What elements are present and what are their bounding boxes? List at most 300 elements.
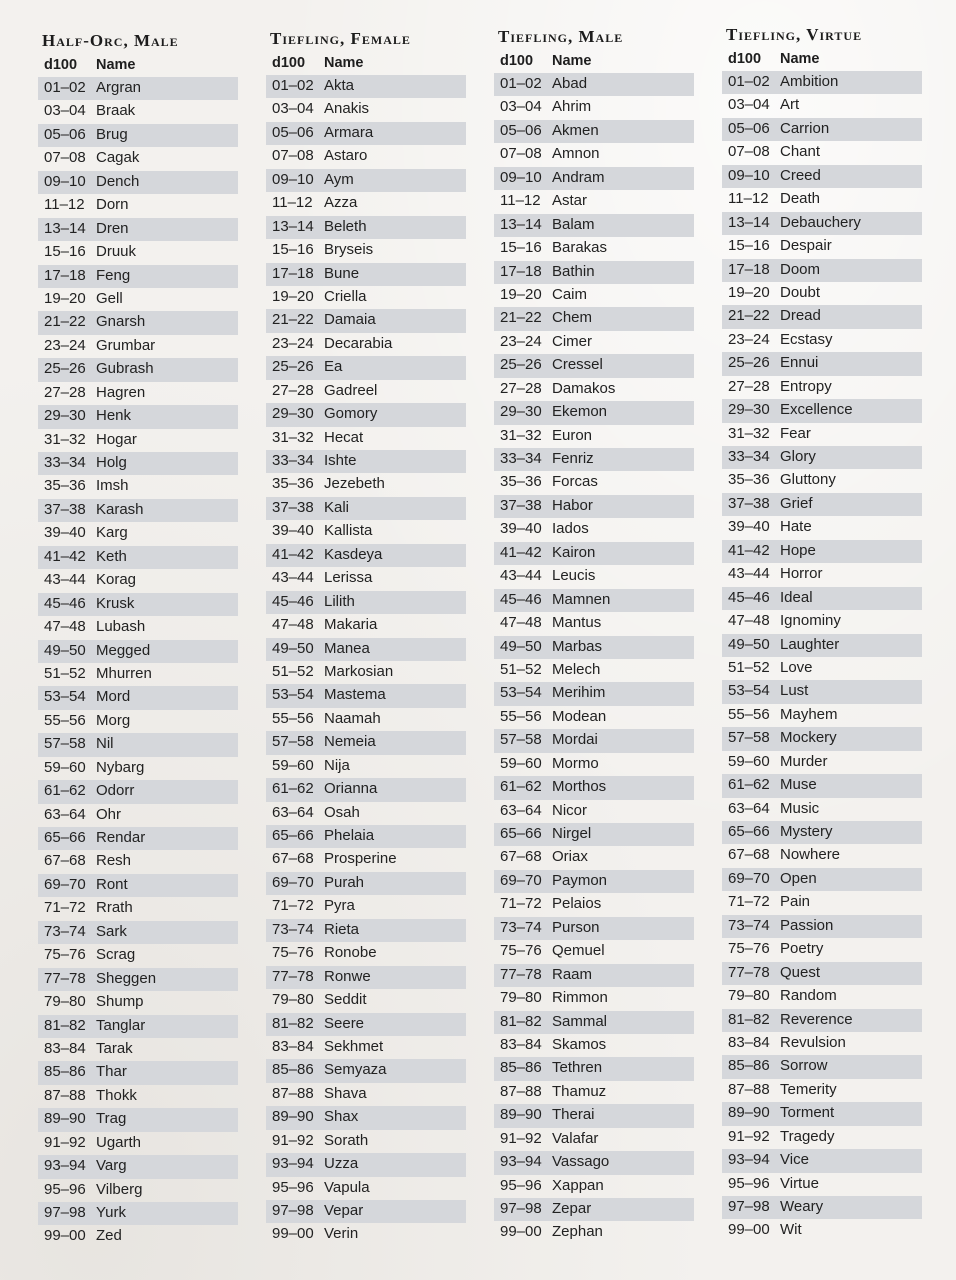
table-title: Tiefling, Male [498, 27, 624, 46]
roll-range: 39–40 [500, 520, 542, 538]
roll-range: 17–18 [728, 260, 770, 278]
name-cell: Shax [324, 1108, 359, 1126]
name-cell: Kairon [552, 543, 596, 561]
roll-range: 77–78 [500, 965, 542, 983]
roll-range: 37–38 [500, 496, 542, 514]
roll-range: 33–34 [44, 454, 86, 471]
table-row [722, 540, 922, 563]
table-row [494, 1057, 694, 1080]
name-cell: Raam [552, 965, 593, 983]
table-row [266, 333, 466, 356]
name-cell: Varg [96, 1157, 127, 1175]
roll-range: 03–04 [728, 96, 770, 114]
table-row [266, 450, 466, 473]
roll-range: 13–14 [500, 215, 542, 233]
table-header [494, 50, 694, 73]
table-row [722, 680, 922, 703]
roll-range: 33–34 [728, 448, 770, 465]
name-cell: Lubash [96, 618, 146, 636]
table-row [266, 263, 466, 286]
table-row [494, 237, 694, 260]
name-cell: Dread [780, 307, 821, 325]
name-cell: Tarak [96, 1039, 133, 1057]
table-row [266, 802, 466, 825]
roll-range: 77–78 [728, 963, 770, 981]
roll-range: 13–14 [44, 219, 86, 237]
table-row [38, 897, 238, 920]
table-row [266, 661, 466, 684]
roll-range: 47–48 [728, 612, 770, 630]
name-cell: Nemeia [324, 733, 376, 751]
roll-range: 55–56 [500, 707, 542, 725]
header-name: Name [780, 51, 820, 67]
name-cell: Imsh [96, 477, 129, 495]
roll-range: 95–96 [500, 1176, 542, 1194]
table-row [38, 1015, 238, 1038]
table-row [494, 846, 694, 869]
name-cell: Creed [780, 166, 821, 184]
table-row [722, 1149, 922, 1172]
table-row [38, 1061, 238, 1084]
roll-range: 63–64 [44, 805, 86, 823]
table-row [494, 542, 694, 565]
name-cell: Akta [324, 77, 355, 94]
table-row [494, 870, 694, 893]
roll-range: 11–12 [728, 190, 769, 208]
roll-range: 07–08 [44, 149, 86, 167]
name-cell: Caim [552, 285, 588, 303]
table-row [494, 800, 694, 823]
name-cell: Ohr [96, 805, 122, 823]
name-cell: Zepar [552, 1200, 592, 1217]
roll-range: 91–92 [272, 1131, 314, 1149]
name-cell: Mormo [552, 754, 599, 772]
roll-range: 97–98 [728, 1198, 770, 1215]
roll-range: 55–56 [44, 711, 86, 729]
roll-range: 99–00 [728, 1221, 770, 1239]
name-cell: Dench [96, 172, 140, 190]
header-d100: d100 [44, 57, 78, 73]
roll-range: 35–36 [44, 477, 86, 495]
name-cell: Purah [324, 873, 365, 891]
table-row [266, 286, 466, 309]
name-cell: Sekhmet [324, 1037, 384, 1055]
roll-range: 85–86 [272, 1061, 314, 1079]
name-cell: Purson [552, 918, 600, 936]
name-cell: Manea [324, 639, 370, 657]
roll-range: 31–32 [44, 430, 86, 448]
roll-range: 85–86 [500, 1059, 542, 1077]
name-cell: Gluttony [780, 471, 836, 489]
table-row [722, 798, 922, 821]
name-cell: Marbas [552, 637, 603, 655]
roll-range: 15–16 [44, 243, 86, 261]
table-tiefling-male [494, 24, 694, 1245]
table-row [494, 1034, 694, 1057]
table-row [266, 708, 466, 731]
table-row [266, 309, 466, 332]
name-cell: Chem [552, 309, 593, 327]
roll-range: 49–50 [500, 637, 542, 655]
name-cell: Barakas [552, 239, 608, 257]
table-row [38, 710, 238, 733]
name-cell: Sorath [324, 1131, 369, 1149]
header-name: Name [96, 57, 136, 73]
table-row [494, 96, 694, 119]
table-rows [494, 73, 694, 1245]
table-row [494, 706, 694, 729]
table-row [266, 1106, 466, 1129]
header-name: Name [324, 55, 364, 71]
table-row [494, 636, 694, 659]
table-row [266, 1083, 466, 1106]
table-row [722, 212, 922, 235]
table-row [494, 284, 694, 307]
table-row [494, 1221, 694, 1244]
roll-range: 53–54 [728, 682, 770, 700]
roll-range: 21–22 [500, 309, 542, 327]
roll-range: 77–78 [44, 969, 86, 987]
table-rows [38, 77, 238, 1249]
table-row [38, 100, 238, 123]
roll-range: 63–64 [500, 801, 542, 819]
roll-range: 83–84 [44, 1039, 86, 1057]
roll-range: 63–64 [272, 803, 314, 821]
roll-range: 09–10 [500, 168, 542, 186]
table-row [38, 663, 238, 686]
table-row [266, 544, 466, 567]
name-cell: Despair [780, 237, 832, 255]
name-cell: Gell [96, 289, 123, 307]
roll-range: 47–48 [44, 618, 86, 636]
name-cell: Seere [324, 1014, 365, 1032]
table-row [266, 239, 466, 262]
roll-range: 27–28 [728, 377, 770, 395]
roll-range: 31–32 [728, 424, 770, 442]
table-row [722, 71, 922, 94]
name-cell: Gubrash [96, 360, 154, 378]
name-cell: Forcas [552, 473, 598, 491]
roll-range: 85–86 [728, 1057, 770, 1075]
name-cell: Bryseis [324, 241, 374, 259]
name-cell: Sark [96, 922, 127, 940]
table-row [266, 520, 466, 543]
roll-range: 29–30 [728, 401, 770, 419]
roll-range: 33–34 [500, 450, 542, 467]
name-cell: Pelaios [552, 895, 602, 913]
table-row [266, 778, 466, 801]
name-cell: Vice [780, 1151, 809, 1169]
roll-range: 61–62 [728, 776, 770, 794]
table-row [494, 1128, 694, 1151]
roll-range: 51–52 [44, 664, 86, 682]
table-row [266, 1130, 466, 1153]
table-header [38, 54, 238, 77]
table-row [38, 194, 238, 217]
roll-range: 39–40 [44, 524, 86, 542]
roll-range: 15–16 [272, 241, 314, 259]
name-cell: Reverence [780, 1010, 853, 1028]
roll-range: 55–56 [728, 705, 770, 723]
name-cell: Cagak [96, 149, 140, 167]
name-cell: Ishte [324, 452, 357, 469]
table-row [38, 335, 238, 358]
table-row [494, 1175, 694, 1198]
name-cell: Orianna [324, 780, 378, 798]
roll-range: 91–92 [44, 1133, 86, 1151]
name-cell: Art [780, 96, 800, 114]
roll-range: 95–96 [44, 1180, 86, 1198]
table-row [38, 171, 238, 194]
name-cell: Revulsion [780, 1033, 846, 1051]
name-cell: Love [780, 658, 813, 676]
table-row [38, 569, 238, 592]
name-cell: Ambition [780, 73, 839, 90]
table-row [266, 1059, 466, 1082]
roll-range: 59–60 [272, 756, 314, 774]
roll-range: 93–94 [500, 1153, 542, 1171]
table-row [494, 518, 694, 541]
table-row [266, 848, 466, 871]
roll-range: 43–44 [44, 571, 86, 589]
table-row [722, 141, 922, 164]
table-half-orc-male [38, 28, 238, 1249]
roll-range: 63–64 [728, 799, 770, 817]
roll-range: 81–82 [728, 1010, 770, 1028]
name-cell: Nija [324, 756, 350, 774]
roll-range: 11–12 [500, 192, 541, 210]
table-row [722, 657, 922, 680]
table-row [266, 567, 466, 590]
name-cell: Paymon [552, 871, 608, 889]
roll-range: 59–60 [728, 752, 770, 770]
table-row [266, 356, 466, 379]
name-cell: Entropy [780, 377, 832, 395]
table-row [494, 448, 694, 471]
name-cell: Lust [780, 682, 809, 700]
roll-range: 35–36 [272, 475, 314, 493]
name-cell: Braak [96, 102, 136, 120]
name-cell: Lilith [324, 592, 355, 610]
table-row [266, 403, 466, 426]
roll-range: 81–82 [272, 1014, 314, 1032]
roll-range: 27–28 [272, 381, 314, 399]
table-row [722, 352, 922, 375]
table-row [722, 774, 922, 797]
roll-range: 25–26 [728, 354, 770, 372]
roll-range: 67–68 [728, 846, 770, 864]
roll-range: 01–02 [728, 73, 770, 90]
table-row [722, 1219, 922, 1242]
name-cell: Damakos [552, 379, 616, 397]
roll-range: 61–62 [500, 778, 542, 796]
name-cell: Shava [324, 1084, 367, 1102]
name-cell: Astaro [324, 147, 368, 165]
name-cell: Nirgel [552, 825, 592, 842]
name-cell: Gadreel [324, 381, 378, 399]
name-cell: Balam [552, 215, 595, 233]
roll-range: 07–08 [728, 143, 770, 161]
table-row [722, 563, 922, 586]
table-row [494, 1081, 694, 1104]
table-row [266, 380, 466, 403]
table-row [38, 124, 238, 147]
name-cell: Markosian [324, 662, 394, 680]
name-cell: Ronwe [324, 967, 371, 985]
name-cell: Ecstasy [780, 330, 833, 348]
name-cell: Quest [780, 963, 821, 981]
name-cell: Prosperine [324, 850, 397, 868]
table-row [494, 331, 694, 354]
table-title: Tiefling, Female [270, 29, 411, 48]
table-row [494, 917, 694, 940]
name-cell: Gnarsh [96, 313, 146, 331]
table-row [266, 1013, 466, 1036]
roll-range: 67–68 [44, 852, 86, 870]
table-row [722, 1032, 922, 1055]
table-row [38, 241, 238, 264]
table-row [494, 425, 694, 448]
name-cell: Azza [324, 194, 358, 212]
name-cell: Mockery [780, 729, 837, 747]
name-cell: Argran [96, 79, 142, 96]
name-cell: Odorr [96, 782, 135, 800]
name-cell: Grumbar [96, 336, 156, 354]
roll-range: 81–82 [44, 1016, 86, 1034]
table-row [38, 1179, 238, 1202]
roll-range: 31–32 [500, 426, 542, 444]
table-row [494, 964, 694, 987]
table-row [722, 94, 922, 117]
name-cell: Dren [96, 219, 129, 237]
header-d100: d100 [272, 55, 306, 71]
roll-range: 41–42 [500, 543, 542, 561]
name-cell: Thamuz [552, 1082, 607, 1100]
table-row [494, 940, 694, 963]
roll-range: 15–16 [500, 239, 542, 257]
roll-range: 21–22 [272, 311, 314, 329]
roll-range: 87–88 [272, 1084, 314, 1102]
name-cell: Nybarg [96, 758, 145, 776]
roll-range: 19–20 [500, 285, 542, 303]
roll-range: 21–22 [44, 313, 86, 331]
table-row [722, 446, 922, 469]
table-row [722, 962, 922, 985]
roll-range: 71–72 [500, 895, 542, 913]
table-row [722, 188, 922, 211]
name-cell: Torment [780, 1104, 835, 1122]
table-row [266, 755, 466, 778]
name-cell: Open [780, 869, 817, 887]
roll-range: 93–94 [272, 1155, 314, 1173]
name-cell: Rrath [96, 899, 133, 917]
table-row [266, 145, 466, 168]
table-row [494, 167, 694, 190]
table-row [494, 307, 694, 330]
roll-range: 69–70 [44, 875, 86, 893]
name-cell: Karg [96, 524, 128, 542]
table-title: Tiefling, Virtue [726, 25, 863, 44]
table-row [722, 915, 922, 938]
name-cell: Sheggen [96, 969, 157, 987]
table-row [494, 1011, 694, 1034]
name-cell: Laughter [780, 635, 840, 653]
table-row [38, 452, 238, 475]
name-cell: Carrion [780, 119, 830, 137]
name-cell: Henk [96, 407, 132, 425]
roll-range: 97–98 [44, 1204, 86, 1221]
name-cell: Ea [324, 358, 343, 376]
name-cell: Debauchery [780, 213, 861, 231]
table-row [722, 399, 922, 422]
name-cell: Amnon [552, 145, 600, 163]
table-row [722, 1009, 922, 1032]
roll-range: 71–72 [728, 893, 770, 911]
table-row [266, 942, 466, 965]
name-cell: Korag [96, 571, 137, 589]
roll-range: 09–10 [272, 170, 314, 188]
table-row [266, 1223, 466, 1246]
roll-range: 77–78 [272, 967, 314, 985]
table-row [494, 261, 694, 284]
name-cell: Anakis [324, 100, 370, 118]
roll-range: 87–88 [500, 1082, 542, 1100]
table-row [494, 120, 694, 143]
name-cell: Armara [324, 123, 374, 141]
name-cell: Cimer [552, 332, 592, 350]
name-cell: Hate [780, 518, 812, 536]
table-rows [266, 75, 466, 1247]
table-row [38, 288, 238, 311]
roll-range: 45–46 [500, 590, 542, 608]
name-cell: Ront [96, 875, 128, 893]
name-cell: Mord [96, 688, 131, 706]
name-cell: Ugarth [96, 1133, 142, 1151]
roll-range: 45–46 [44, 594, 86, 612]
table-row [722, 282, 922, 305]
name-cell: Tragedy [780, 1127, 835, 1145]
table-row [266, 169, 466, 192]
roll-range: 97–98 [500, 1200, 542, 1217]
roll-range: 87–88 [44, 1086, 86, 1104]
table-row [494, 1198, 694, 1221]
table-title: Half-Orc, Male [42, 31, 179, 50]
name-cell: Vilberg [96, 1180, 143, 1198]
table-row [722, 727, 922, 750]
table-row [722, 587, 922, 610]
name-cell: Euron [552, 426, 593, 444]
name-cell: Ideal [780, 588, 813, 606]
table-row [38, 358, 238, 381]
roll-range: 19–20 [272, 287, 314, 305]
roll-range: 31–32 [272, 428, 314, 446]
table-row [38, 616, 238, 639]
name-cell: Doubt [780, 283, 821, 301]
roll-range: 01–02 [500, 75, 542, 92]
roll-range: 35–36 [728, 471, 770, 489]
roll-range: 65–66 [728, 823, 770, 840]
roll-range: 75–76 [500, 942, 542, 960]
roll-range: 53–54 [272, 686, 314, 704]
table-row [266, 427, 466, 450]
roll-range: 79–80 [44, 993, 86, 1011]
roll-range: 73–74 [728, 916, 770, 934]
table-row [38, 1225, 238, 1248]
roll-range: 65–66 [500, 825, 542, 842]
table-row [266, 825, 466, 848]
table-row [494, 1104, 694, 1127]
roll-range: 25–26 [44, 360, 86, 378]
